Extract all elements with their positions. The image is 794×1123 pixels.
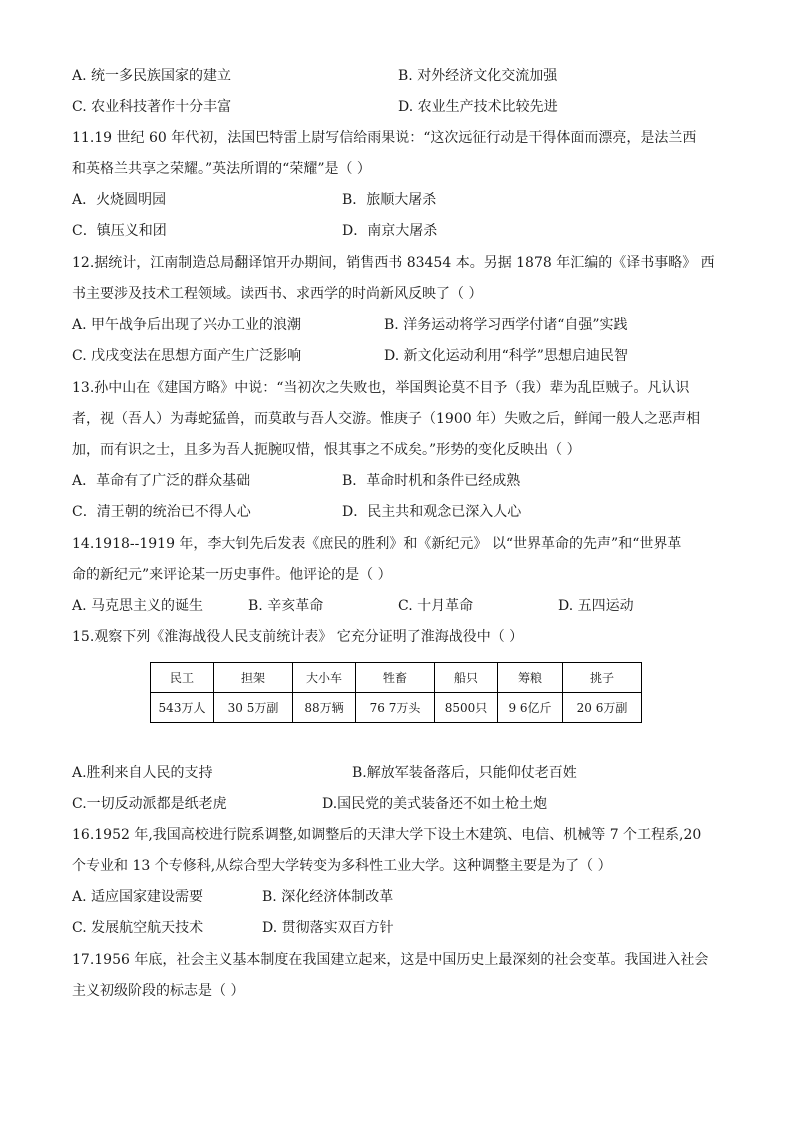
q11-option-d: D．南京大屠杀 xyxy=(342,223,438,239)
q14-stem-line1: 14.1918--1919 年，李大钊先后发表《庶民的胜利》和《新纪元》 以“世界革命的先声”和“世界革 xyxy=(72,536,682,552)
table-value-cell: 30 5万副 xyxy=(214,693,293,723)
table-header-cell: 大小车 xyxy=(293,663,356,693)
q17-stem-line1: 17.1956 年底，社会主义基本制度在我国建立起来，这是中国历史上最深刻的社会变革。我国进入社会 xyxy=(72,952,709,968)
q11-option-a: A．火烧圆明园 xyxy=(72,192,167,208)
table-header-cell: 船只 xyxy=(435,663,498,693)
q10-option-b: B. 对外经济文化交流加强 xyxy=(398,68,558,84)
q13-stem-line3: 加，而有识之士，且多为吾人扼腕叹惜，恨其事之不成矣。”形势的变化反映出（ ） xyxy=(72,442,581,458)
q15-option-b: B.解放军装备落后，只能仰仗老百姓 xyxy=(352,765,577,781)
q12-option-a: A. 甲午战争后出现了兴办工业的浪潮 xyxy=(72,317,302,333)
q14-stem-line2: 命的新纪元”来评论某一历史事件。他评论的是（ ） xyxy=(72,567,392,583)
q15-option-d: D.国民党的美式装备还不如土枪土炮 xyxy=(322,796,548,812)
q13-option-a: A．革命有了广泛的群众基础 xyxy=(72,473,251,489)
q14-option-c: C. 十月革命 xyxy=(398,598,474,614)
q13-option-d: D．民主共和观念已深入人心 xyxy=(342,504,522,520)
q12-option-d: D. 新文化运动利用“科学”思想启迪民智 xyxy=(384,348,628,364)
q13-stem-line1: 13.孙中山在《建国方略》中说：“当初次之失败也，举国舆论莫不目予（我）辈为乱臣贼子。凡认识 xyxy=(72,380,690,396)
q16-option-c: C. 发展航空航天技术 xyxy=(72,920,204,936)
q10-option-a: A. 统一多民族国家的建立 xyxy=(72,68,232,84)
q15-stem-line1: 15.观察下列《淮海战役人民支前统计表》 它充分证明了淮海战役中（ ） xyxy=(72,629,524,645)
q13-option-c: C．清王朝的统治已不得人心 xyxy=(72,504,251,520)
q14-option-d: D. 五四运动 xyxy=(558,598,634,614)
table-value-cell: 20 6万副 xyxy=(563,693,642,723)
q11-stem-line1: 11.19 世纪 60 年代初，法国巴特雷上尉写信给雨果说：“这次远征行动是干得体面而漂亮，是法兰西 xyxy=(72,130,697,146)
q12-stem-line1: 12.据统计，江南制造总局翻译馆开办期间，销售西书 83454 本。另据 1878 年汇编的《译书事略》 西 xyxy=(72,255,715,271)
table-value-cell: 8500只 xyxy=(435,693,498,723)
table-header-cell: 牲畜 xyxy=(356,663,435,693)
q16-stem-line2: 个专业和 13 个专修科,从综合型大学转变为多科性工业大学。这种调整主要是为了（ ） xyxy=(72,858,612,874)
q16-option-a: A. 适应国家建设需要 xyxy=(72,889,204,905)
q11-option-b: B．旅顺大屠杀 xyxy=(342,192,437,208)
q10-option-d: D. 农业生产技术比较先进 xyxy=(398,99,558,115)
table-header-cell: 挑子 xyxy=(563,663,642,693)
q13-stem-line2: 者，视（吾人）为毒蛇猛兽，而莫敢与吾人交游。惟庚子（1900 年）失败之后，鲜闻一般人之恶声相 xyxy=(72,411,701,427)
q12-option-b: B. 洋务运动将学习西学付诸“自强”实践 xyxy=(384,317,628,333)
table-header-cell: 筹粮 xyxy=(498,663,563,693)
q15-option-a: A.胜利来自人民的支持 xyxy=(72,765,213,781)
table-header-cell: 民工 xyxy=(151,663,214,693)
table-header-row xyxy=(151,663,642,693)
table-value-cell: 76 7万头 xyxy=(356,693,435,723)
table-value-cell: 9 6亿斤 xyxy=(498,693,563,723)
table-value-cell: 543万人 xyxy=(151,693,214,723)
q17-stem-line2: 主义初级阶段的标志是（ ） xyxy=(72,983,245,999)
table-header-cell: 担架 xyxy=(214,663,293,693)
q12-stem-line2: 书主要涉及技术工程领域。读西书、求西学的时尚新风反映了（ ） xyxy=(72,286,483,302)
q16-option-b: B. 深化经济体制改革 xyxy=(262,889,394,905)
q16-stem-line1: 16.1952 年,我国高校进行院系调整,如调整后的天津大学下设土木建筑、电信、机械等 7 个工程系,20 xyxy=(72,827,702,843)
q13-option-b: B．革命时机和条件已经成熟 xyxy=(342,473,521,489)
q14-option-b: B. 辛亥革命 xyxy=(248,598,324,614)
q12-option-c: C. 戊戌变法在思想方面产生广泛影响 xyxy=(72,348,302,364)
q11-stem-line2: 和英格兰共享之荣耀。”英法所谓的“荣耀”是（ ） xyxy=(72,161,371,177)
q10-option-c: C. 农业科技著作十分丰富 xyxy=(72,99,232,115)
q16-option-d: D. 贯彻落实双百方针 xyxy=(262,920,394,936)
huaihai-support-table xyxy=(150,662,642,723)
q15-option-c: C.一切反动派都是纸老虎 xyxy=(72,796,227,812)
table-value-row xyxy=(151,693,642,723)
q11-option-c: C．镇压义和团 xyxy=(72,223,167,239)
table-value-cell: 88万辆 xyxy=(293,693,356,723)
q14-option-a: A. 马克思主义的诞生 xyxy=(72,598,204,614)
